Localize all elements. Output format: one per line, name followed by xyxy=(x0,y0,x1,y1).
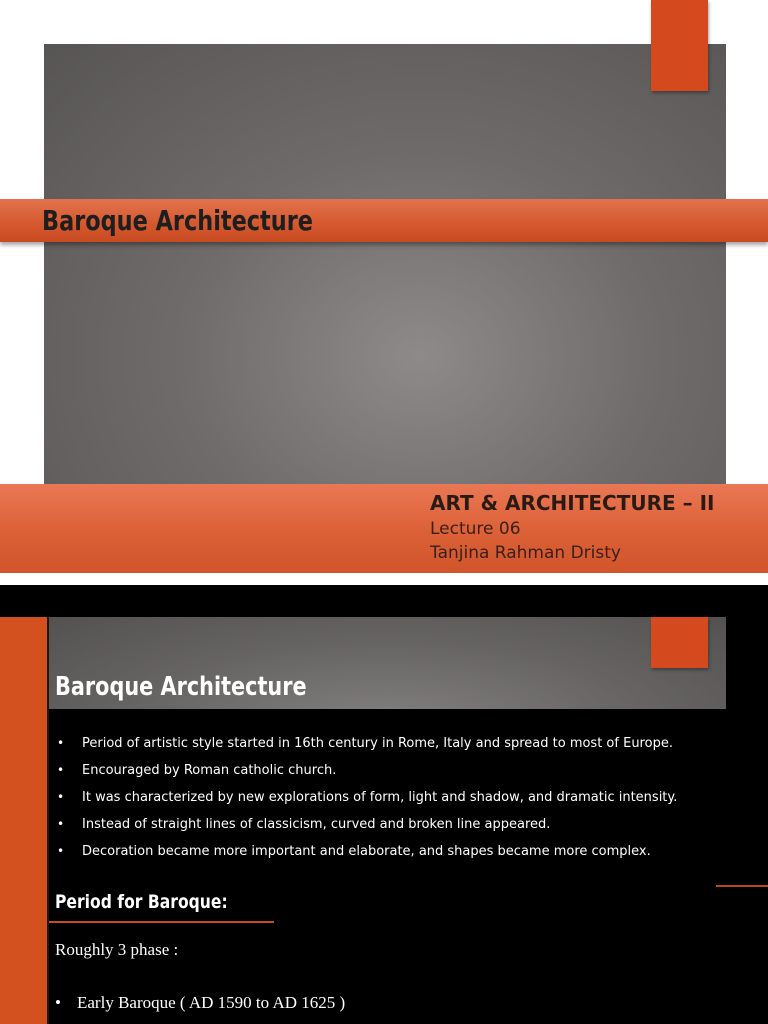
list-item xyxy=(55,784,755,811)
bullet-icon: • xyxy=(57,763,65,777)
bullet-icon: • xyxy=(57,736,65,750)
section-heading: Period for Baroque: xyxy=(55,891,228,913)
orange-side-strip xyxy=(0,617,47,1024)
bullet-icon: • xyxy=(57,790,65,804)
list-item xyxy=(55,811,755,838)
bullet-icon: • xyxy=(55,993,61,1012)
bullet-text: Instead of straight lines of classicism, curved and broken line appeared. xyxy=(82,817,551,832)
orange-corner-tab xyxy=(651,0,708,91)
heading-underline xyxy=(49,921,274,923)
phase-text: Early Baroque ( AD 1590 to AD 1625 ) xyxy=(77,993,346,1012)
slide-separator xyxy=(0,585,768,617)
bullet-icon: • xyxy=(57,817,65,831)
bullet-text: Decoration became more important and elaborate, and shapes became more complex. xyxy=(82,844,651,859)
gray-background-panel xyxy=(44,44,726,490)
orange-corner-tab xyxy=(651,617,708,668)
content-slide xyxy=(0,617,768,1024)
phase-intro-text: Roughly 3 phase : xyxy=(55,940,179,959)
decorative-divider xyxy=(716,885,768,887)
slide-title: Baroque Architecture xyxy=(55,672,307,702)
list-item xyxy=(55,730,755,757)
phase-item xyxy=(55,993,345,1013)
bullet-list xyxy=(55,730,755,865)
lecture-number: Lecture 06 xyxy=(430,519,521,539)
list-item xyxy=(55,838,755,865)
slide-title: Baroque Architecture xyxy=(42,204,313,237)
bullet-icon: • xyxy=(57,844,65,858)
list-item xyxy=(55,757,755,784)
course-name: ART & ARCHITECTURE – II xyxy=(430,491,715,515)
author-name: Tanjina Rahman Dristy xyxy=(430,543,621,563)
bullet-text: Encouraged by Roman catholic church. xyxy=(82,763,337,778)
bullet-text: It was characterized by new explorations of form, light and shadow, and dramatic intensity. xyxy=(82,790,678,805)
bullet-text: Period of artistic style started in 16th century in Rome, Italy and spread to most of Europe. xyxy=(82,736,673,751)
